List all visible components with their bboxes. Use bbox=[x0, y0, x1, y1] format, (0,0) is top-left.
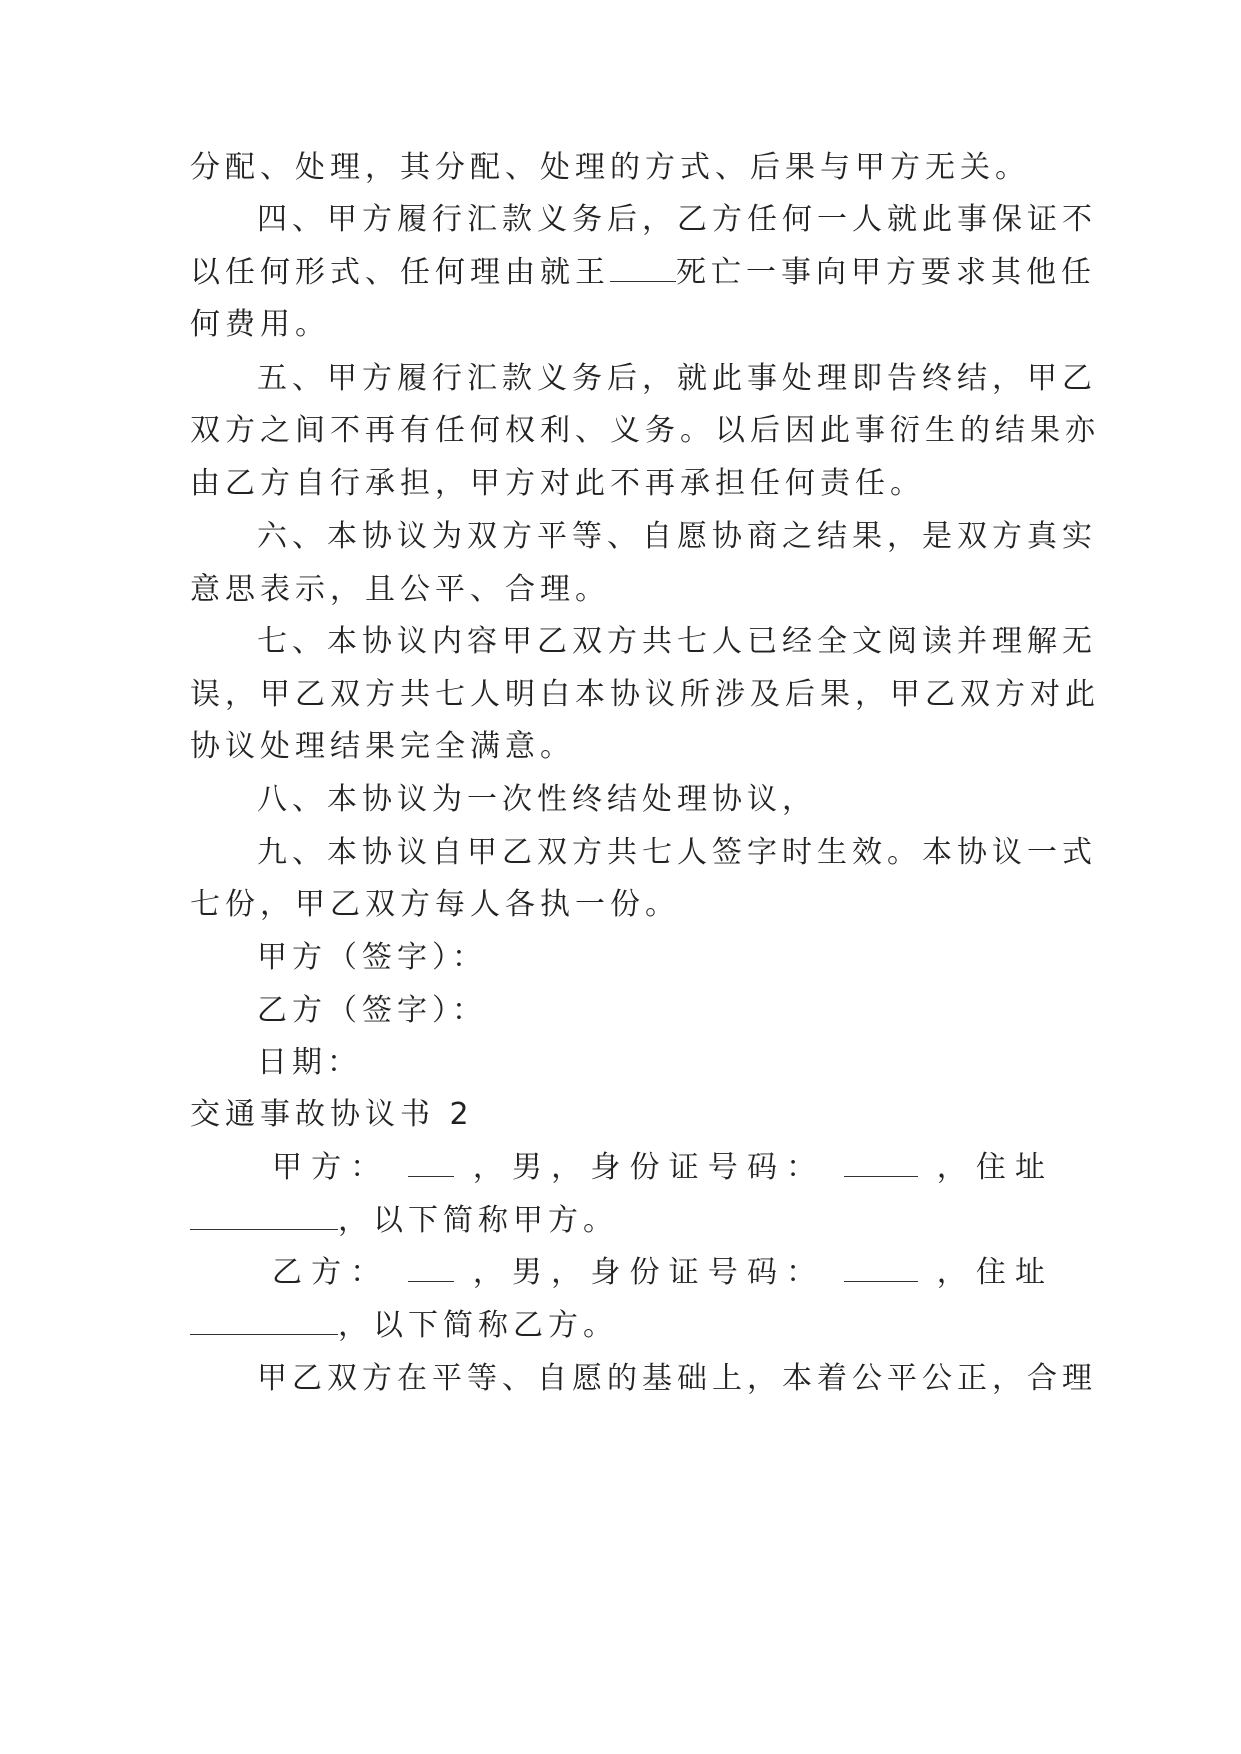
party-a-name-blank bbox=[408, 1150, 454, 1177]
text-segment: 甲方： bbox=[272, 1150, 390, 1185]
paragraph-5-line-2: 双方之间不再有任何权利、义务。以后因此事衍生的结果亦 bbox=[190, 413, 1100, 448]
section-title: 交通事故协议书 2 bbox=[190, 1097, 474, 1132]
party-b-info-line-1 bbox=[272, 1253, 1050, 1293]
text-segment: 死亡一事向甲方要求其他任 bbox=[676, 255, 1096, 290]
paragraph-7-line-2: 误，甲乙双方共七人明白本协议所涉及后果，甲乙双方对此 bbox=[190, 677, 1100, 712]
text-segment: ，男，身份证号码： bbox=[472, 1255, 826, 1290]
party-b-signature-label: 乙方（签字）： bbox=[257, 993, 487, 1028]
text-segment: 以任何形式、任何理由就王 bbox=[190, 255, 610, 290]
party-a-signature-label: 甲方（签字）： bbox=[257, 940, 487, 975]
paragraph-5-line-3: 由乙方自行承担，甲方对此不再承担任何责任。 bbox=[190, 466, 925, 501]
paragraph-4-line-2 bbox=[190, 253, 1096, 293]
party-a-info-line-2 bbox=[190, 1201, 1050, 1241]
paragraph-4-line-3: 何费用。 bbox=[190, 307, 330, 342]
text-segment: ，住址 bbox=[936, 1150, 1050, 1185]
party-a-id-blank bbox=[844, 1150, 918, 1177]
party-b-id-blank bbox=[844, 1255, 918, 1282]
closing-paragraph-line-1: 甲乙双方在平等、自愿的基础上，本着公平公正，合理 bbox=[257, 1361, 1097, 1396]
text-segment: ，住址 bbox=[936, 1255, 1050, 1290]
party-b-name-blank bbox=[408, 1255, 454, 1282]
paragraph-7-line-3: 协议处理结果完全满意。 bbox=[190, 729, 575, 764]
paragraph-4-line-1: 四、甲方履行汇款义务后，乙方任何一人就此事保证不 bbox=[257, 202, 1097, 237]
party-a-address-blank bbox=[190, 1203, 338, 1230]
paragraph-9-line-1: 九、本协议自甲乙双方共七人签字时生效。本协议一式 bbox=[257, 835, 1097, 870]
party-b-info-line-2 bbox=[190, 1306, 1050, 1346]
paragraph-8-line-1: 八、本协议为一次性终结处理协议， bbox=[257, 782, 817, 817]
text-segment: ，以下简称乙方。 bbox=[338, 1308, 618, 1343]
text-segment: ，男，身份证号码： bbox=[472, 1150, 826, 1185]
paragraph-6-line-1: 六、本协议为双方平等、自愿协商之结果，是双方真实 bbox=[257, 519, 1097, 554]
party-b-address-blank bbox=[190, 1308, 338, 1335]
text-line: 分配、处理，其分配、处理的方式、后果与甲方无关。 bbox=[190, 150, 1030, 185]
name-blank bbox=[610, 255, 676, 282]
paragraph-6-line-2: 意思表示，且公平、合理。 bbox=[190, 572, 610, 607]
text-segment: ，以下简称甲方。 bbox=[338, 1203, 618, 1238]
paragraph-5-line-1: 五、甲方履行汇款义务后，就此事处理即告终结，甲乙 bbox=[257, 361, 1097, 396]
paragraph-9-line-2: 七份，甲乙双方每人各执一份。 bbox=[190, 887, 680, 922]
paragraph-7-line-1: 七、本协议内容甲乙双方共七人已经全文阅读并理解无 bbox=[257, 624, 1097, 659]
party-a-info-line-1 bbox=[272, 1148, 1050, 1188]
text-segment: 乙方： bbox=[272, 1255, 390, 1290]
date-label: 日期： bbox=[257, 1045, 362, 1080]
